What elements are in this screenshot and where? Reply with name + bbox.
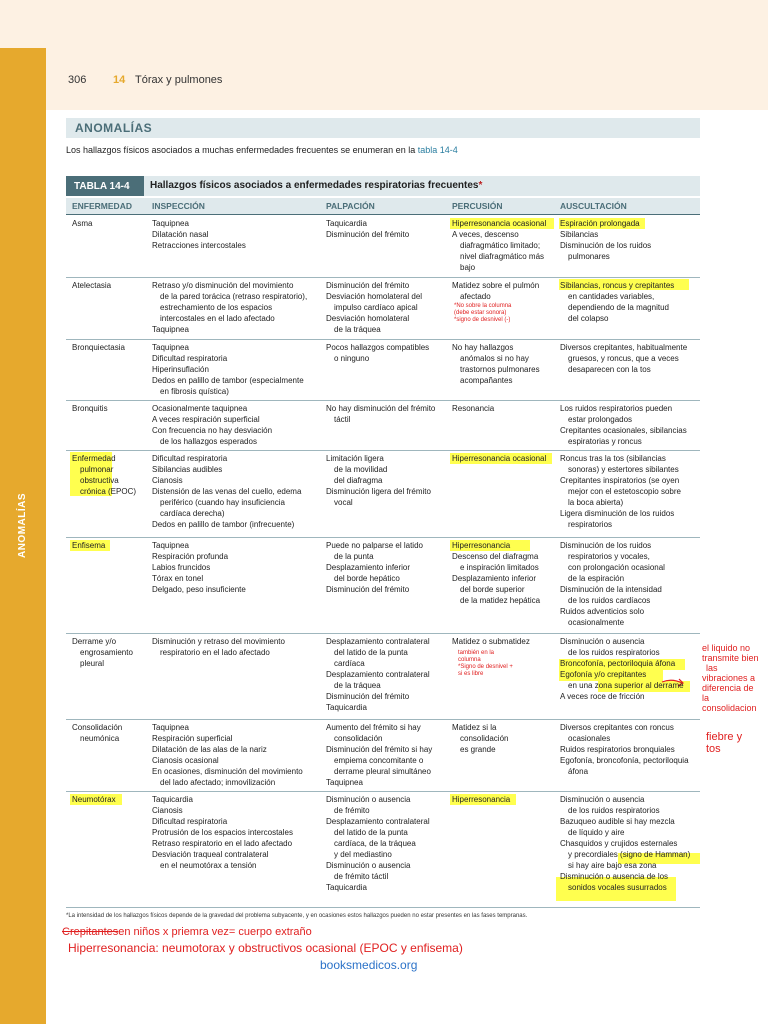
column-header: PERCUSIÓN — [452, 201, 503, 211]
table-cell-percusion: Resonancia — [452, 404, 495, 413]
table-cell-inspeccion: Disminución y retraso del movimiento respiratorio en el lado afectado — [152, 637, 285, 657]
margin-note-derrame: el liquido no transmite bien las vibraciones a diferencia de la consolidacion — [702, 643, 759, 713]
table-cell-palpacion: Aumento del frémito si hay consolidación Disminución del frémito si hay empiema concomitante o derrame pleural simultáneo Taquipnea — [326, 723, 433, 787]
table-cell-palpacion: Disminución del frémito Desviación homolateral del impulso cardíaco apical Desviación homolateral de la tráquea — [326, 281, 423, 334]
table-cell-percusion: Hiperresonancia ocasional A veces, descenso diafragmático limitado; nivel diafragmático más bajo — [452, 219, 547, 272]
handwritten-note-2: Hiperresonancia: neumotorax y obstructivos ocasional (EPOC y enfisema) — [68, 941, 463, 955]
side-label: ANOMALÍAS — [17, 492, 29, 558]
table-tag: TABLA 14-4 — [66, 176, 144, 196]
section-bar — [66, 118, 700, 138]
table-cell-percusion: Matidez o submatidez — [452, 637, 530, 646]
table-cell-inspeccion: Taquicardia Cianosis Dificultad respiratoria Protrusión de los espacios intercostales Retraso respiratorio en el lado afectado Desviación traqueal contralateral en el neumotórax a tensión — [152, 795, 293, 870]
derrame-note: también en la columna *Signo de desnivel + si es libre — [458, 650, 513, 677]
page-header — [68, 74, 222, 86]
table-cell-percusion: Hiperresonancia ocasional — [452, 454, 547, 463]
table-cell-enfermedad: Bronquitis — [72, 404, 108, 413]
watermark: booksmedicos.org — [320, 958, 418, 972]
table-cell-palpacion: Disminución o ausencia de frémito Desplazamiento contralateral del latido de la punta cardíaca, de la tráquea y del mediastino Disminución o ausencia de frémito táctil Taquicardia — [326, 795, 430, 892]
table-cell-enfermedad: Bronquiectasia — [72, 343, 125, 352]
table-cell-inspeccion: Retraso y/o disminución del movimiento de la pared torácica (retraso respiratorio), estrechamiento de los espacios intercostales en el lado afectado Taquipnea — [152, 281, 308, 334]
table-cell-inspeccion: Ocasionalmente taquipnea A veces respiración superficial Con frecuencia no hay desviación de los hallazgos esperados — [152, 404, 273, 446]
column-header: ENFERMEDAD — [72, 201, 132, 211]
table-footnote: *La intensidad de los hallazgos físicos depende de la gravedad del problema subyacente, y en ocasiones estos hallazgos pueden no estar presentes en las fases tempranas. — [66, 913, 528, 919]
table-cell-auscultacion: Sibilancias, roncus y crepitantes en cantidades variables, dependiendo de la magnitud del colapso — [560, 281, 675, 323]
table-caption: Hallazgos físicos asociados a enfermedades respiratorias frecuentes* — [150, 180, 483, 191]
table-cell-percusion: Matidez si la consolidación es grande — [452, 723, 509, 754]
column-header: INSPECCIÓN — [152, 201, 205, 211]
handwritten-note-1: Crepitantesen niños x priemra vez= cuerpo extraño — [62, 926, 312, 938]
table-cell-auscultacion: Disminución o ausencia de los ruidos respiratorios Bazuqueo audible si hay mezcla de líquido y aire Chasquidos y crujidos esternales y precordiales (signo de Hamman) si hay aire bajo esa zona Disminución o ausencia de los sonidos vocales susurrados — [560, 795, 691, 892]
table-cell-percusion: No hay hallazgos anómalos si no hay trastornos pulmonares acompañantes — [452, 343, 540, 385]
column-header: AUSCULTACIÓN — [560, 201, 627, 211]
column-header: PALPACIÓN — [326, 201, 375, 211]
table-cell-palpacion: Puede no palparse el latido de la punta Desplazamiento inferior del borde hepático Disminución del frémito — [326, 541, 423, 594]
intro-text: Los hallazgos físicos asociados a muchas enfermedades frecuentes se enumeran en la tabla 14-4 — [66, 145, 458, 155]
table-cell-percusion: Hiperresonancia — [452, 795, 511, 804]
table-cell-inspeccion: Taquipnea Respiración superficial Dilatación de las alas de la nariz Cianosis ocasional En ocasiones, disminución del movimiento del lado afectado; inmovilización — [152, 723, 303, 787]
table-cell-palpacion: Limitación ligera de la movilidad del diafragma Disminución ligera del frémito vocal — [326, 454, 431, 507]
table-cell-auscultacion: Diversos crepitantes, habitualmente gruesos, y roncus, que a veces desaparecen con la tos — [560, 343, 688, 374]
table-cell-percusion: Hiperresonancia Descenso del diafragma e inspiración limitados Desplazamiento inferior del borde superior de la matidez hepática — [452, 541, 541, 605]
table-cell-auscultacion: Diversos crepitantes con roncus ocasionales Ruidos respiratorios bronquiales Egofonía, broncofonía, pectoriloquia áfona — [560, 723, 689, 776]
chapter-number: 14 — [113, 74, 126, 86]
table-cell-enfermedad: Neumotórax — [72, 795, 116, 804]
table-cell-auscultacion: Disminución de los ruidos respiratorios y vocales, con prolongación ocasional de la espiración Disminución de la intensidad de los ruidos cardíacos Ruidos adventicios solo ocasionalmente — [560, 541, 665, 627]
table-cell-palpacion: Desplazamiento contralateral del latido de la punta cardíaca Desplazamiento contralateral de la tráquea Disminución del frémito Taquicardia — [326, 637, 430, 712]
atelectasia-note: *No sobre la columna (debe estar sonora) *signo de desnivel (-) — [454, 303, 512, 323]
table-cell-palpacion: Pocos hallazgos compatibles o ninguno — [326, 343, 430, 363]
table-cell-inspeccion: Dificultad respiratoria Sibilancias audibles Cianosis Distensión de las venas del cuello, edema periférico (cuando hay insuficiencia cardíaca derecha) Dedos en palillo de tambor (infrecuente) — [152, 454, 302, 529]
table-link[interactable]: tabla 14-4 — [417, 145, 458, 155]
table-cell-inspeccion: Taquipnea Respiración profunda Labios fruncidos Tórax en tonel Delgado, peso insuficiente — [152, 541, 246, 594]
table-cell-enfermedad: Consolidación neumónica — [72, 723, 123, 743]
table-cell-inspeccion: Taquipnea Dilatación nasal Retracciones intercostales — [152, 219, 246, 250]
table-cell-enfermedad: Asma — [72, 219, 93, 228]
section-title: ANOMALÍAS — [75, 121, 153, 135]
table-cell-palpacion: Taquicardia Disminución del frémito — [326, 219, 410, 239]
margin-note-consolidacion: fiebre y tos — [706, 731, 743, 755]
table-cell-auscultacion: Roncus tras la tos (sibilancias sonoras) y estertores sibilantes Crepitantes inspiratorios (se oyen mejor con el estetoscopio sobre la boca abierta) Ligera disminución de los ruidos respiratorios — [560, 454, 681, 529]
table-cell-enfermedad: Atelectasia — [72, 281, 112, 290]
table-cell-percusion: Matidez sobre el pulmón afectado — [452, 281, 540, 301]
page-header-band — [0, 0, 768, 110]
page-number: 306 — [68, 74, 87, 86]
table-cell-enfermedad: Enfisema — [72, 541, 106, 550]
table-cell-enfermedad: Enfermedad pulmonar obstructiva crónica (EPOC) — [72, 454, 137, 496]
table-cell-enfermedad: Derrame y/o engrosamiento pleural — [72, 637, 133, 668]
chapter-title: Tórax y pulmones — [135, 74, 223, 86]
table-cell-auscultacion: Disminución o ausencia de los ruidos respiratorios Broncofonía, pectoriloquia áfona Egofonía y/o crepitantes en una zona superior al derrame A veces roce de fricción — [560, 637, 684, 701]
table-cell-inspeccion: Taquipnea Dificultad respiratoria Hiperinsuflación Dedos en palillo de tambor (especialmente en fibrosis quística) — [152, 343, 304, 396]
table-cell-palpacion: No hay disminución del frémito táctil — [326, 404, 436, 424]
table-cell-auscultacion: Espiración prolongada Sibilancias Disminución de los ruidos pulmonares — [560, 219, 652, 261]
table-cell-auscultacion: Los ruidos respiratorios pueden estar prolongados Crepitantes ocasionales, sibilancias espiratorias y roncus — [560, 404, 687, 446]
